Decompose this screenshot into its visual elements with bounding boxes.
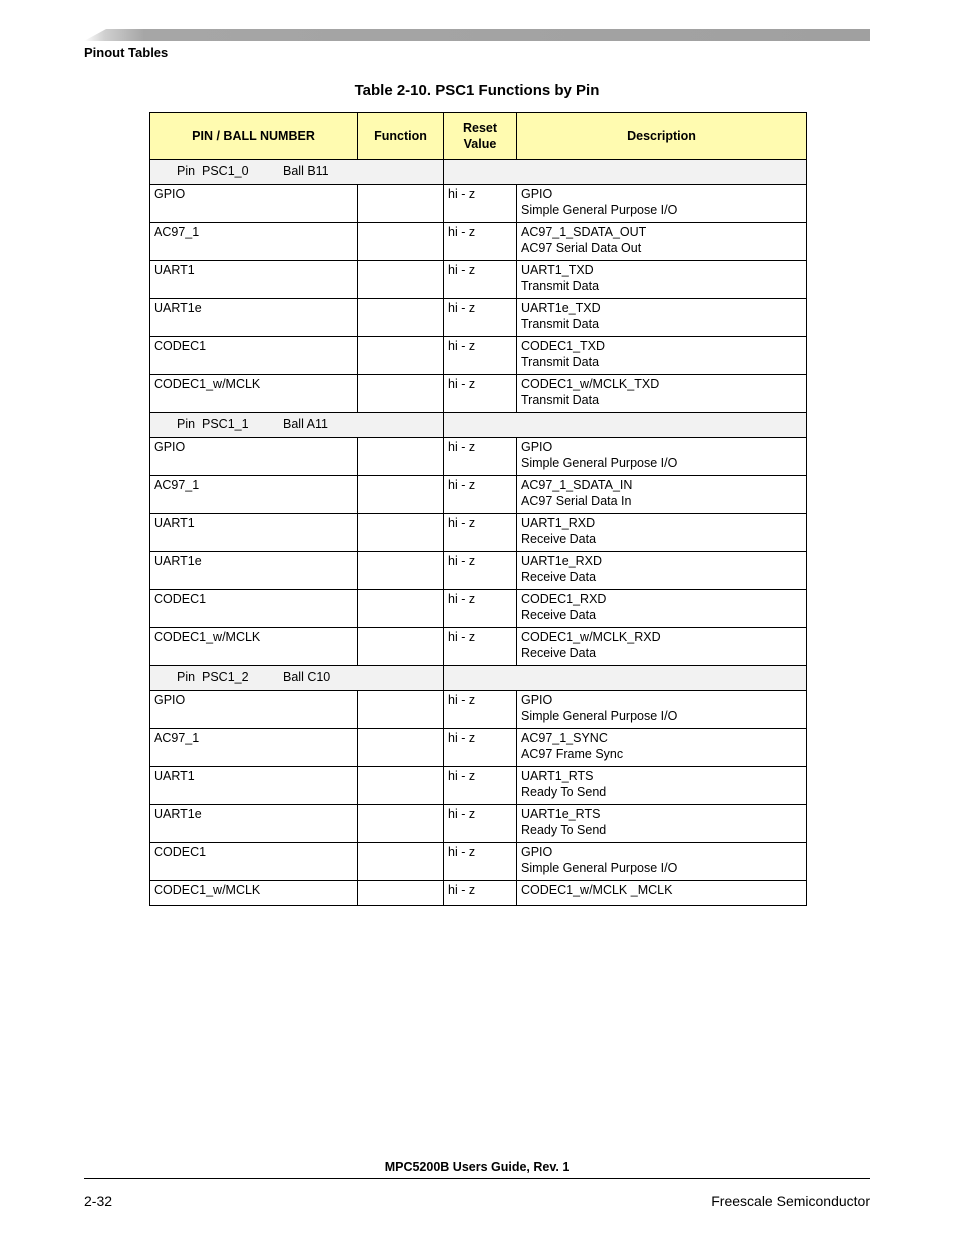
description-cell: [517, 767, 807, 805]
reset-value-cell: hi - z: [444, 261, 517, 299]
table-row: [150, 299, 807, 337]
signal-name-cell: UART1: [150, 514, 358, 552]
description-cell: [517, 223, 807, 261]
function-cell: [358, 628, 444, 666]
column-header-description: Description: [517, 113, 807, 160]
pin-group-row: [150, 413, 807, 438]
pin-group-row: [150, 160, 807, 185]
reset-value-cell: hi - z: [444, 843, 517, 881]
table-row: [150, 628, 807, 666]
table-row: [150, 337, 807, 375]
function-cell: [358, 261, 444, 299]
header-decorative-bar: [84, 29, 870, 41]
table-row: [150, 590, 807, 628]
description-text: Simple General Purpose I/O: [521, 455, 678, 470]
description-cell: [517, 438, 807, 476]
description-text: Simple General Purpose I/O: [521, 202, 678, 217]
description-text: Simple General Purpose I/O: [521, 860, 678, 875]
description-signal: CODEC1_w/MCLK _MCLK: [521, 883, 673, 897]
footer-page-number: 2-32: [84, 1193, 113, 1209]
description-text: AC97 Frame Sync: [521, 746, 624, 761]
description-signal: AC97_1_SDATA_IN: [521, 478, 633, 492]
pin-group-empty-cell: [444, 160, 807, 185]
description-signal: CODEC1_w/MCLK_TXD: [521, 377, 660, 391]
description-cell: [517, 185, 807, 223]
description-cell: [517, 843, 807, 881]
signal-name-cell: AC97_1: [150, 729, 358, 767]
description-cell: [517, 805, 807, 843]
signal-name-cell: CODEC1: [150, 843, 358, 881]
description-signal: GPIO: [521, 187, 553, 201]
description-text: Transmit Data: [521, 278, 600, 293]
reset-value-cell: hi - z: [444, 337, 517, 375]
table-row: [150, 843, 807, 881]
reset-value-cell: hi - z: [444, 628, 517, 666]
description-text: Transmit Data: [521, 392, 600, 407]
description-signal: CODEC1_w/MCLK_RXD: [521, 630, 661, 644]
reset-value-cell: hi - z: [444, 767, 517, 805]
table-row: [150, 767, 807, 805]
description-text: Receive Data: [521, 531, 597, 546]
section-title: Pinout Tables: [84, 45, 169, 60]
description-cell: [517, 337, 807, 375]
function-cell: [358, 337, 444, 375]
column-header-function: Function: [358, 113, 444, 160]
signal-name-cell: CODEC1: [150, 337, 358, 375]
description-text: Ready To Send: [521, 784, 607, 799]
description-signal: CODEC1_RXD: [521, 592, 607, 606]
signal-name-cell: UART1e: [150, 299, 358, 337]
function-cell: [358, 514, 444, 552]
pin-label: Pin PSC1_0: [177, 164, 249, 178]
footer-document-title: MPC5200B Users Guide, Rev. 1: [384, 1160, 570, 1174]
table-header-row: [150, 113, 807, 160]
description-text: Receive Data: [521, 569, 597, 584]
description-cell: [517, 628, 807, 666]
reset-value-cell: hi - z: [444, 299, 517, 337]
description-cell: [517, 881, 807, 906]
table-row: [150, 476, 807, 514]
table-row: [150, 552, 807, 590]
description-text: Ready To Send: [521, 822, 607, 837]
reset-header-line1: Reset: [462, 121, 498, 135]
reset-value-cell: hi - z: [444, 185, 517, 223]
signal-name-cell: CODEC1_w/MCLK: [150, 628, 358, 666]
description-signal: CODEC1_TXD: [521, 339, 606, 353]
footer-divider: [84, 1178, 870, 1179]
description-signal: GPIO: [521, 440, 553, 454]
function-cell: [358, 843, 444, 881]
description-text: Transmit Data: [521, 316, 600, 331]
reset-value-cell: hi - z: [444, 552, 517, 590]
reset-header-line2: Value: [463, 137, 497, 151]
description-text: AC97 Serial Data Out: [521, 240, 642, 255]
description-signal: UART1_TXD: [521, 263, 594, 277]
signal-name-cell: AC97_1: [150, 223, 358, 261]
pin-group-empty-cell: [444, 666, 807, 691]
reset-value-cell: hi - z: [444, 476, 517, 514]
description-signal: UART1e_RXD: [521, 554, 603, 568]
pin-ball-cell: [150, 666, 444, 691]
description-text: Simple General Purpose I/O: [521, 708, 678, 723]
signal-name-cell: GPIO: [150, 691, 358, 729]
footer-company: Freescale Semiconductor: [711, 1193, 870, 1209]
description-signal: UART1_RXD: [521, 516, 596, 530]
reset-value-cell: hi - z: [444, 881, 517, 906]
table-row: [150, 438, 807, 476]
description-cell: [517, 261, 807, 299]
signal-name-cell: CODEC1_w/MCLK: [150, 375, 358, 413]
column-header-reset-value: [444, 113, 517, 160]
description-cell: [517, 375, 807, 413]
function-cell: [358, 476, 444, 514]
reset-value-cell: hi - z: [444, 729, 517, 767]
signal-name-cell: CODEC1_w/MCLK: [150, 881, 358, 906]
table-row: [150, 514, 807, 552]
pin-label: Pin PSC1_2: [177, 670, 249, 684]
table-body: [150, 160, 807, 906]
psc1-pin-table: [149, 112, 807, 906]
function-cell: [358, 438, 444, 476]
description-signal: GPIO: [521, 693, 553, 707]
function-cell: [358, 590, 444, 628]
signal-name-cell: GPIO: [150, 185, 358, 223]
description-cell: [517, 552, 807, 590]
description-cell: [517, 729, 807, 767]
table-row: [150, 805, 807, 843]
function-cell: [358, 375, 444, 413]
description-text: Receive Data: [521, 607, 597, 622]
function-cell: [358, 881, 444, 906]
signal-name-cell: UART1e: [150, 805, 358, 843]
description-text: Receive Data: [521, 645, 597, 660]
pin-group-row: [150, 666, 807, 691]
function-cell: [358, 805, 444, 843]
table-row: [150, 261, 807, 299]
ball-label: Ball A11: [283, 417, 328, 431]
function-cell: [358, 299, 444, 337]
description-signal: UART1e_TXD: [521, 301, 601, 315]
signal-name-cell: GPIO: [150, 438, 358, 476]
function-cell: [358, 185, 444, 223]
reset-value-cell: hi - z: [444, 514, 517, 552]
reset-value-cell: hi - z: [444, 438, 517, 476]
signal-name-cell: UART1e: [150, 552, 358, 590]
description-cell: [517, 476, 807, 514]
description-text: AC97 Serial Data In: [521, 493, 632, 508]
table-row: [150, 729, 807, 767]
function-cell: [358, 729, 444, 767]
table-caption: Table 2-10. PSC1 Functions by Pin: [354, 82, 600, 99]
signal-name-cell: AC97_1: [150, 476, 358, 514]
function-cell: [358, 223, 444, 261]
reset-value-cell: hi - z: [444, 223, 517, 261]
table-row: [150, 185, 807, 223]
description-signal: UART1e_RTS: [521, 807, 601, 821]
pin-ball-cell: [150, 413, 444, 438]
description-cell: [517, 691, 807, 729]
table-row: [150, 881, 807, 906]
description-cell: [517, 514, 807, 552]
signal-name-cell: UART1: [150, 261, 358, 299]
table-row: [150, 375, 807, 413]
description-signal: GPIO: [521, 845, 553, 859]
pin-ball-cell: [150, 160, 444, 185]
signal-name-cell: UART1: [150, 767, 358, 805]
reset-value-cell: hi - z: [444, 590, 517, 628]
description-signal: UART1_RTS: [521, 769, 594, 783]
function-cell: [358, 691, 444, 729]
description-signal: AC97_1_SYNC: [521, 731, 608, 745]
ball-label: Ball C10: [283, 670, 331, 684]
pin-group-empty-cell: [444, 413, 807, 438]
table-row: [150, 223, 807, 261]
table-row: [150, 691, 807, 729]
signal-name-cell: CODEC1: [150, 590, 358, 628]
reset-value-cell: hi - z: [444, 691, 517, 729]
ball-label: Ball B11: [283, 164, 329, 178]
reset-value-cell: hi - z: [444, 805, 517, 843]
description-cell: [517, 590, 807, 628]
pin-label: Pin PSC1_1: [177, 417, 249, 431]
reset-value-cell: hi - z: [444, 375, 517, 413]
function-cell: [358, 767, 444, 805]
column-header-pin: PIN / BALL NUMBER: [150, 113, 358, 160]
description-text: Transmit Data: [521, 354, 600, 369]
description-cell: [517, 299, 807, 337]
function-cell: [358, 552, 444, 590]
description-signal: AC97_1_SDATA_OUT: [521, 225, 647, 239]
